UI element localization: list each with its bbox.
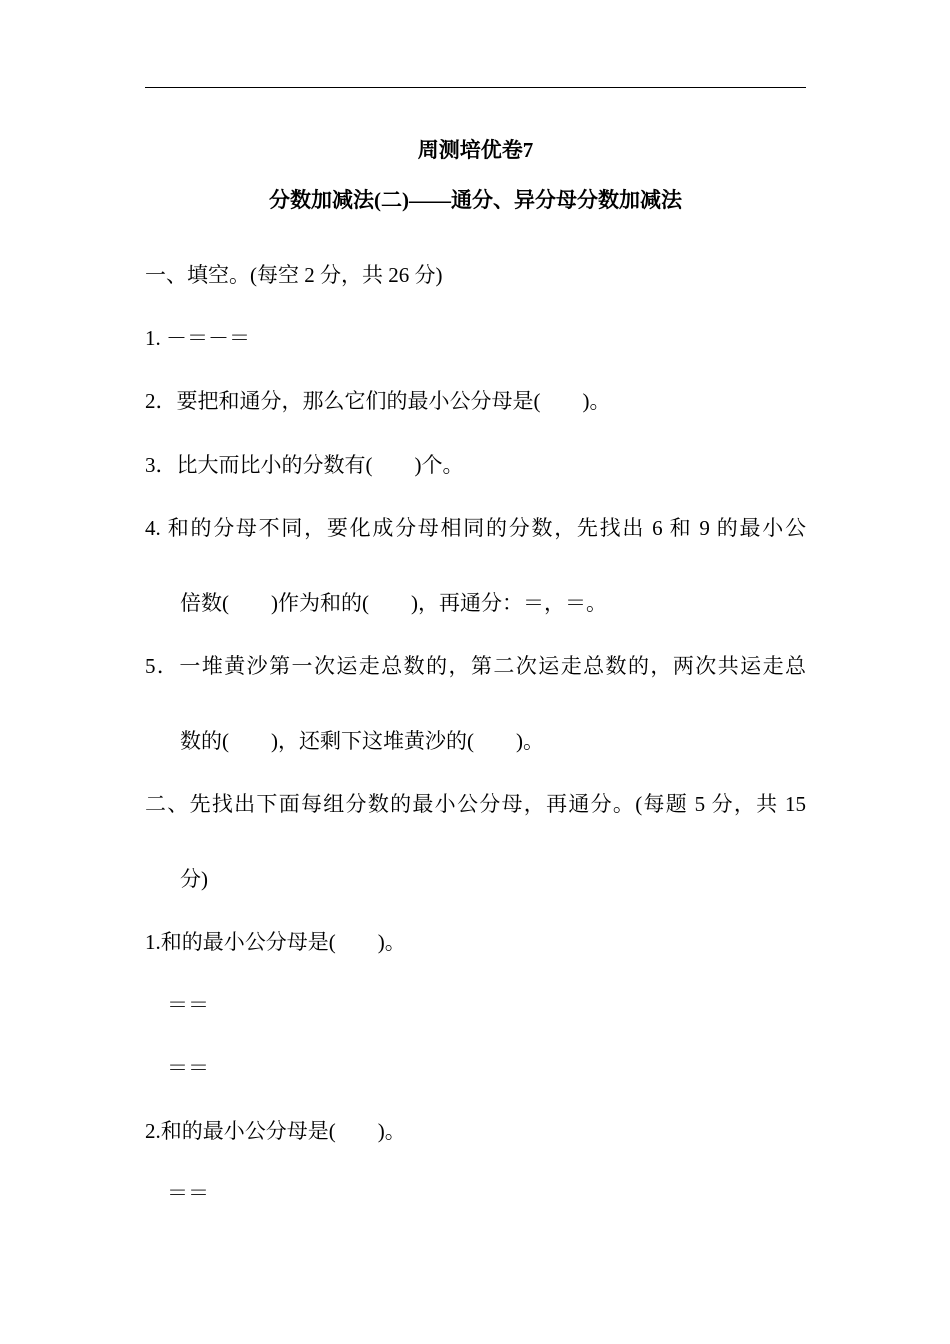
section1-question-5-line-1: 5．一堆黄沙第一次运走总数的，第二次运走总数的，两次共运走总 bbox=[145, 654, 806, 678]
section1-question-4-line-2: 倍数( )作为和的( )，再通分：＝，＝。 bbox=[180, 591, 607, 615]
section1-question-1: 1. －＝－＝ bbox=[145, 326, 250, 350]
section1-question-5-line-2: 数的( )，还剩下这堆黄沙的( )。 bbox=[180, 729, 544, 753]
section1-heading: 一、填空。(每空 2 分，共 26 分) bbox=[145, 263, 443, 287]
section2-question-2-work-1: ＝＝ bbox=[167, 1181, 209, 1205]
section1-question-3: 3．比大而比小的分数有( )个。 bbox=[145, 453, 464, 477]
section1-question-2: 2．要把和通分，那么它们的最小公分母是( )。 bbox=[145, 389, 611, 413]
section2-question-2: 2.和的最小公分母是( )。 bbox=[145, 1119, 406, 1143]
section2-question-1-work-2: ＝＝ bbox=[167, 1056, 209, 1080]
header-rule bbox=[145, 87, 806, 88]
section2-heading-line-1: 二、先找出下面每组分数的最小公分母，再通分。(每题 5 分，共 15 bbox=[145, 792, 806, 816]
section2-question-1: 1.和的最小公分母是( )。 bbox=[145, 930, 406, 954]
section2-question-1-work-1: ＝＝ bbox=[167, 993, 209, 1017]
worksheet-subtitle: 分数加减法(二)——通分、异分母分数加减法 bbox=[269, 188, 682, 212]
section2-heading-line-2: 分) bbox=[180, 867, 208, 891]
section1-question-4-line-1: 4. 和的分母不同，要化成分母相同的分数，先找出 6 和 9 的最小公 bbox=[145, 516, 806, 540]
worksheet-title: 周测培优卷7 bbox=[417, 138, 534, 162]
